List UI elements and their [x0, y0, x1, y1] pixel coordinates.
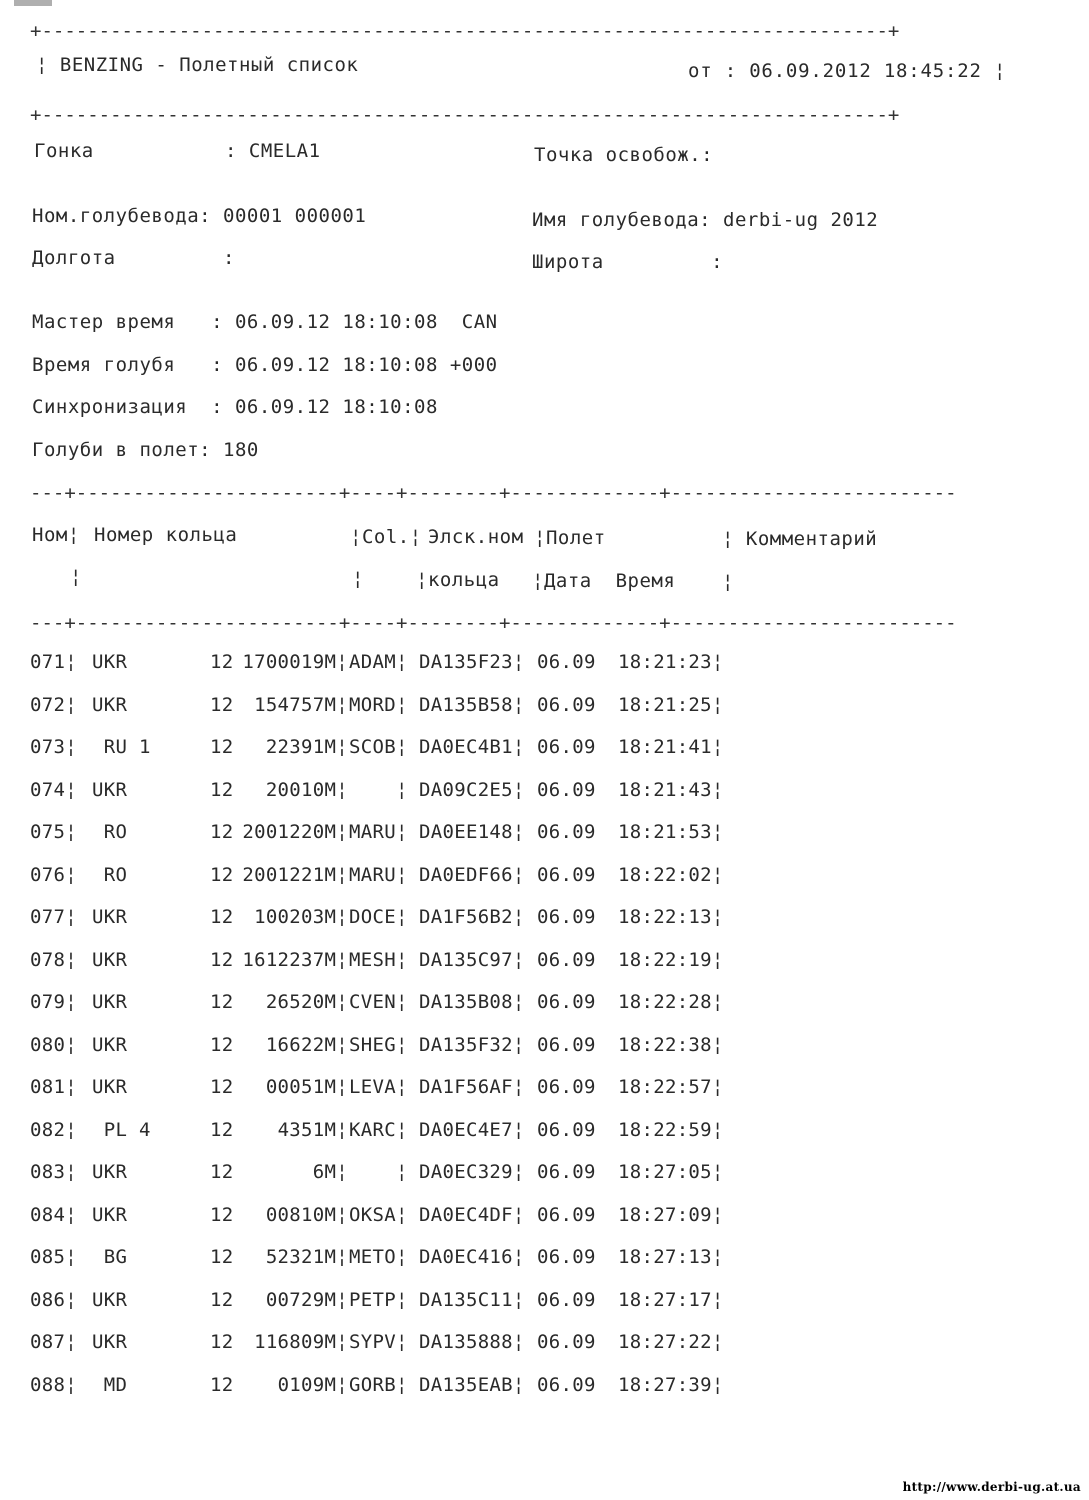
row-year: 12	[210, 1118, 234, 1141]
row-date: 06.09	[537, 1118, 596, 1141]
table-rule-top: ---+-----------------------+----+--------+-------------+-------------------------	[30, 482, 957, 504]
table-row	[0, 1076, 760, 1104]
row-electronic-ring: DA135C97¦	[419, 948, 525, 971]
row-country: MD	[92, 1373, 128, 1396]
row-date: 06.09	[537, 1076, 596, 1098]
row-number: 072¦	[30, 693, 77, 716]
row-number: 084¦	[30, 1203, 77, 1226]
row-color: SHEG¦	[349, 1033, 408, 1056]
table-row	[0, 1119, 760, 1147]
table-row	[0, 991, 760, 1019]
fancier-name-field: Имя голубевода: derbi-ug 2012	[532, 209, 879, 231]
row-electronic-ring: DA0EC416¦	[419, 1246, 525, 1268]
row-year: 12	[210, 1161, 234, 1183]
row-color: MORD¦	[349, 693, 408, 716]
row-time: 18:22:19¦	[618, 948, 724, 971]
row-time: 18:22:28¦	[618, 991, 724, 1013]
row-electronic-ring: DA0EDF66¦	[419, 863, 525, 886]
row-ring-number: 16622M¦	[265, 1033, 348, 1056]
row-date: 06.09	[537, 1161, 596, 1183]
table-row	[0, 736, 760, 764]
row-ring-number: 00810M¦	[265, 1203, 348, 1226]
row-country: RU 1	[92, 736, 151, 758]
fancier-number-field: Ном.голубевода: 00001 000001	[32, 205, 367, 227]
table-row	[0, 1289, 760, 1317]
row-year: 12	[210, 1033, 234, 1056]
col-header-sep-right: ¦	[722, 571, 734, 593]
row-time: 18:22:02¦	[618, 863, 724, 886]
release-point-field: Точка освобож.:	[534, 144, 714, 166]
table-row	[0, 864, 760, 892]
row-number: 081¦	[30, 1076, 77, 1098]
row-time: 18:21:43¦	[618, 778, 724, 801]
row-number: 074¦	[30, 778, 77, 801]
row-ring-number: 26520M¦	[265, 991, 348, 1013]
master-time-field: Мастер время : 06.09.12 18:10:08 CAN	[32, 311, 498, 333]
row-time: 18:21:23¦	[618, 651, 724, 673]
header-rule-bottom: +--------------------------------------------------------------------------+	[30, 104, 900, 126]
row-electronic-ring: DA135EAB¦	[419, 1373, 525, 1396]
race-field: Гонка : CMELA1	[34, 140, 321, 162]
row-color: OKSA¦	[349, 1203, 408, 1226]
row-ring-number: 154757M¦	[254, 693, 348, 716]
row-color: SYPV¦	[349, 1331, 408, 1353]
pigeons-in-flight-field: Голуби в полет: 180	[32, 439, 259, 461]
row-electronic-ring: DA0EC4B1¦	[419, 736, 525, 758]
row-electronic-ring: DA09C2E5¦	[419, 778, 525, 801]
row-country: UKR	[92, 991, 128, 1013]
col-header-col: ¦Col.¦	[350, 526, 422, 548]
row-year: 12	[210, 736, 234, 758]
col-header-comment: ¦ Комментарий	[722, 528, 878, 550]
row-ring-number: 52321M¦	[265, 1246, 348, 1268]
row-electronic-ring: DA135C11¦	[419, 1288, 525, 1311]
row-country: UKR	[92, 906, 128, 928]
row-time: 18:22:59¦	[618, 1118, 724, 1141]
row-ring-number: 4351M¦	[277, 1118, 348, 1141]
row-time: 18:27:05¦	[618, 1161, 724, 1183]
row-time: 18:22:38¦	[618, 1033, 724, 1056]
row-number: 076¦	[30, 863, 77, 886]
table-row	[0, 949, 760, 977]
row-year: 12	[210, 1203, 234, 1226]
row-color: SCOB¦	[349, 736, 408, 758]
row-date: 06.09	[537, 948, 596, 971]
header-rule-top: +--------------------------------------------------------------------------+	[30, 20, 900, 42]
row-electronic-ring: DA0EC4DF¦	[419, 1203, 525, 1226]
row-country: UKR	[92, 693, 128, 716]
row-year: 12	[210, 1373, 234, 1396]
row-electronic-ring: DA135B58¦	[419, 693, 525, 716]
row-year: 12	[210, 863, 234, 886]
row-number: 088¦	[30, 1373, 77, 1396]
row-time: 18:27:09¦	[618, 1203, 724, 1226]
row-year: 12	[210, 778, 234, 801]
row-country: RO	[92, 821, 128, 843]
latitude-field: Широта :	[532, 251, 724, 273]
row-electronic-ring: DA135B08¦	[419, 991, 525, 1013]
col-header-sep-left: ¦	[70, 566, 82, 588]
table-row	[0, 821, 760, 849]
row-date: 06.09	[537, 1288, 596, 1311]
row-date: 06.09	[537, 1246, 596, 1268]
row-ring-number: 0109M¦	[277, 1373, 348, 1396]
row-date: 06.09	[537, 1203, 596, 1226]
col-header-sep-col: ¦	[352, 568, 364, 590]
row-number: 079¦	[30, 991, 77, 1013]
table-row	[0, 1204, 760, 1232]
row-color: GORB¦	[349, 1373, 408, 1396]
row-country: UKR	[92, 1033, 128, 1056]
table-row	[0, 1246, 760, 1274]
row-ring-number: 2001221M¦	[242, 863, 348, 886]
row-time: 18:21:41¦	[618, 736, 724, 758]
row-date: 06.09	[537, 736, 596, 758]
scan-artifact	[14, 0, 52, 6]
col-header-elec: Элск.ном	[428, 526, 524, 548]
row-electronic-ring: DA0EE148¦	[419, 821, 525, 843]
row-number: 075¦	[30, 821, 77, 843]
row-number: 077¦	[30, 906, 77, 928]
row-year: 12	[210, 651, 234, 673]
table-row	[0, 651, 760, 679]
row-year: 12	[210, 948, 234, 971]
row-electronic-ring: DA0EC329¦	[419, 1161, 525, 1183]
row-time: 18:21:53¦	[618, 821, 724, 843]
pigeon-time-field: Время голубя : 06.09.12 18:10:08 +000	[32, 354, 498, 376]
row-electronic-ring: DA0EC4E7¦	[419, 1118, 525, 1141]
row-date: 06.09	[537, 693, 596, 716]
row-country: RO	[92, 863, 128, 886]
row-color: DOCE¦	[349, 906, 408, 928]
row-country: PL 4	[92, 1118, 151, 1141]
row-ring-number: 100203M¦	[254, 906, 348, 928]
table-rule-mid: ---+-----------------------+----+--------+-------------+-------------------------	[30, 612, 957, 634]
row-date: 06.09	[537, 1373, 596, 1396]
row-color: MARU¦	[349, 863, 408, 886]
row-ring-number: 22391M¦	[265, 736, 348, 758]
site-url: http://www.derbi-ug.at.ua	[902, 1480, 1081, 1494]
row-date: 06.09	[537, 821, 596, 843]
row-year: 12	[210, 906, 234, 928]
longitude-field: Долгота :	[32, 247, 235, 269]
row-country: UKR	[92, 1076, 128, 1098]
row-number: 086¦	[30, 1288, 77, 1311]
sync-field: Синхронизация : 06.09.12 18:10:08	[32, 396, 438, 418]
row-country: UKR	[92, 651, 128, 673]
row-electronic-ring: DA135F32¦	[419, 1033, 525, 1056]
row-ring-number: 1612237M¦	[242, 948, 348, 971]
row-electronic-ring: DA135F23¦	[419, 651, 525, 673]
row-year: 12	[210, 1288, 234, 1311]
row-country: UKR	[92, 778, 128, 801]
row-color: MESH¦	[349, 948, 408, 971]
row-number: 085¦	[30, 1246, 77, 1268]
row-time: 18:27:17¦	[618, 1288, 724, 1311]
row-color: PETP¦	[349, 1288, 408, 1311]
report-date: от : 06.09.2012 18:45:22 ¦	[688, 60, 1007, 82]
row-time: 18:22:13¦	[618, 906, 724, 928]
table-row	[0, 694, 760, 722]
row-year: 12	[210, 693, 234, 716]
table-row	[0, 906, 760, 934]
row-number: 082¦	[30, 1118, 77, 1141]
row-year: 12	[210, 821, 234, 843]
row-year: 12	[210, 1246, 234, 1268]
table-row	[0, 1161, 760, 1189]
report-title: ¦ BENZING - Полетный список	[36, 54, 359, 76]
row-electronic-ring: DA1F56B2¦	[419, 906, 525, 928]
row-ring-number: 2001220M¦	[242, 821, 348, 843]
row-country: BG	[92, 1246, 128, 1268]
row-date: 06.09	[537, 1331, 596, 1353]
row-date: 06.09	[537, 991, 596, 1013]
row-time: 18:22:57¦	[618, 1076, 724, 1098]
row-color: METO¦	[349, 1246, 408, 1268]
row-electronic-ring: DA135888¦	[419, 1331, 525, 1353]
row-number: 073¦	[30, 736, 77, 758]
col-header-ring-sub: ¦кольца	[416, 569, 500, 591]
row-ring-number: 20010M¦	[265, 778, 348, 801]
row-date: 06.09	[537, 778, 596, 801]
row-ring-number: 116809M¦	[254, 1331, 348, 1353]
table-row	[0, 1374, 760, 1402]
col-header-flight: ¦Полет	[534, 527, 606, 549]
row-color: LEVA¦	[349, 1076, 408, 1098]
row-number: 071¦	[30, 651, 77, 673]
table-row	[0, 1034, 760, 1062]
row-date: 06.09	[537, 863, 596, 886]
col-header-ring: Номер кольца	[94, 524, 238, 546]
col-header-date-time: ¦Дата Время	[532, 570, 676, 592]
row-number: 080¦	[30, 1033, 77, 1056]
row-color: CVEN¦	[349, 991, 408, 1013]
row-ring-number: 1700019M¦	[242, 651, 348, 673]
row-number: 087¦	[30, 1331, 77, 1353]
row-country: UKR	[92, 1331, 128, 1353]
row-country: UKR	[92, 1288, 128, 1311]
row-year: 12	[210, 1331, 234, 1353]
table-row	[0, 779, 760, 807]
row-electronic-ring: DA1F56AF¦	[419, 1076, 525, 1098]
row-date: 06.09	[537, 1033, 596, 1056]
row-number: 078¦	[30, 948, 77, 971]
row-color: ¦	[349, 1161, 408, 1183]
row-color: ADAM¦	[349, 651, 408, 673]
row-time: 18:27:39¦	[618, 1373, 724, 1396]
table-row	[0, 1331, 760, 1359]
row-time: 18:27:13¦	[618, 1246, 724, 1268]
row-date: 06.09	[537, 651, 596, 673]
row-color: KARC¦	[349, 1118, 408, 1141]
row-year: 12	[210, 991, 234, 1013]
row-country: UKR	[92, 948, 128, 971]
row-date: 06.09	[537, 906, 596, 928]
row-color: ¦	[349, 778, 408, 801]
row-ring-number: 00729M¦	[265, 1288, 348, 1311]
row-country: UKR	[92, 1161, 128, 1183]
row-number: 083¦	[30, 1161, 77, 1183]
row-year: 12	[210, 1076, 234, 1098]
row-ring-number: 00051M¦	[265, 1076, 348, 1098]
col-header-num: Ном¦	[32, 524, 80, 546]
row-time: 18:27:22¦	[618, 1331, 724, 1353]
row-ring-number: 6M¦	[312, 1161, 348, 1183]
row-color: MARU¦	[349, 821, 408, 843]
row-country: UKR	[92, 1203, 128, 1226]
row-time: 18:21:25¦	[618, 693, 724, 716]
